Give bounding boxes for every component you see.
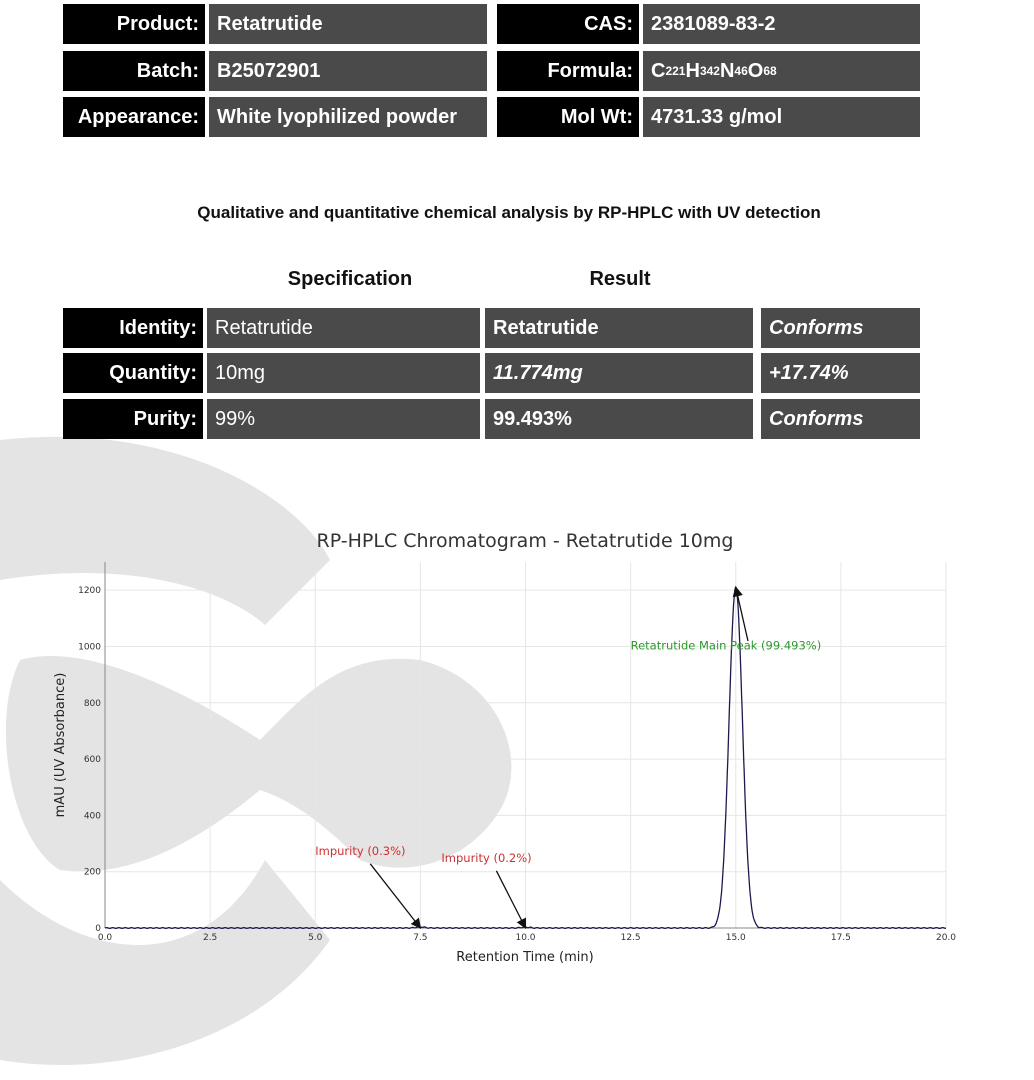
formula-value: C 221 H 342 N 46 O 68 bbox=[643, 51, 920, 91]
analysis-subtitle: Qualitative and quantitative chemical analysis by RP-HPLC with UV detection bbox=[197, 203, 821, 222]
x-tick-label: 15.0 bbox=[725, 933, 746, 943]
annotation-arrow bbox=[736, 587, 748, 641]
formula-label: Formula: bbox=[497, 51, 639, 91]
y-tick-label: 200 bbox=[83, 867, 101, 878]
appearance-label: Appearance: bbox=[63, 97, 205, 137]
cas-value: 2381089-83-2 bbox=[643, 4, 920, 44]
annotation-label: Impurity (0.2%) bbox=[441, 850, 532, 865]
spec-header: Specification bbox=[287, 268, 413, 290]
status-value: Conforms bbox=[761, 399, 920, 439]
appearance-value: White lyophilized powder bbox=[209, 97, 487, 137]
y-tick-label: 600 bbox=[83, 755, 101, 766]
result-value: 99.493% bbox=[485, 399, 753, 439]
chart-title: RP-HPLC Chromatogram - Retatrutide 10mg bbox=[316, 530, 734, 552]
product-label: Product: bbox=[63, 4, 205, 44]
row-label: Quantity: bbox=[63, 353, 203, 393]
annotation-arrow bbox=[496, 871, 525, 928]
x-tick-label: 10.0 bbox=[515, 933, 536, 943]
x-tick-label: 12.5 bbox=[620, 933, 641, 943]
annotation-arrow bbox=[370, 864, 420, 928]
annotation-label: Impurity (0.3%) bbox=[315, 843, 406, 858]
y-tick-label: 1000 bbox=[78, 642, 101, 653]
cas-label: CAS: bbox=[497, 4, 639, 44]
product-value: Retatrutide bbox=[209, 4, 487, 44]
x-tick-label: 17.5 bbox=[830, 933, 851, 943]
row-label: Purity: bbox=[63, 399, 203, 439]
y-tick-label: 400 bbox=[83, 811, 101, 822]
x-tick-label: 7.5 bbox=[413, 933, 428, 943]
spec-value: 99% bbox=[207, 399, 480, 439]
y-tick-label: 0 bbox=[95, 924, 101, 934]
spec-value: 10mg bbox=[207, 353, 480, 393]
y-tick-label: 800 bbox=[83, 698, 101, 709]
status-value: +17.74% bbox=[761, 353, 920, 393]
x-tick-label: 5.0 bbox=[308, 933, 323, 943]
x-tick-label: 2.5 bbox=[202, 933, 218, 943]
result-header: Result bbox=[589, 268, 651, 290]
x-axis-label: Retention Time (min) bbox=[456, 950, 594, 965]
y-tick-label: 1200 bbox=[78, 586, 101, 597]
x-tick-label: 0.0 bbox=[97, 933, 113, 943]
molwt-value: 4731.33 g/mol bbox=[643, 97, 920, 137]
batch-value: B25072901 bbox=[209, 51, 487, 91]
batch-label: Batch: bbox=[63, 51, 205, 91]
result-value: 11.774mg bbox=[485, 353, 753, 393]
x-tick-label: 20.0 bbox=[935, 933, 957, 943]
result-value: Retatrutide bbox=[485, 308, 753, 348]
y-axis-label: mAU (UV Absorbance) bbox=[53, 672, 68, 818]
row-label: Identity: bbox=[63, 308, 203, 348]
status-value: Conforms bbox=[761, 308, 920, 348]
annotation-label: Retatrutide Main Peak (99.493%) bbox=[630, 638, 822, 653]
molwt-label: Mol Wt: bbox=[497, 97, 639, 137]
spec-value: Retatrutide bbox=[207, 308, 480, 348]
